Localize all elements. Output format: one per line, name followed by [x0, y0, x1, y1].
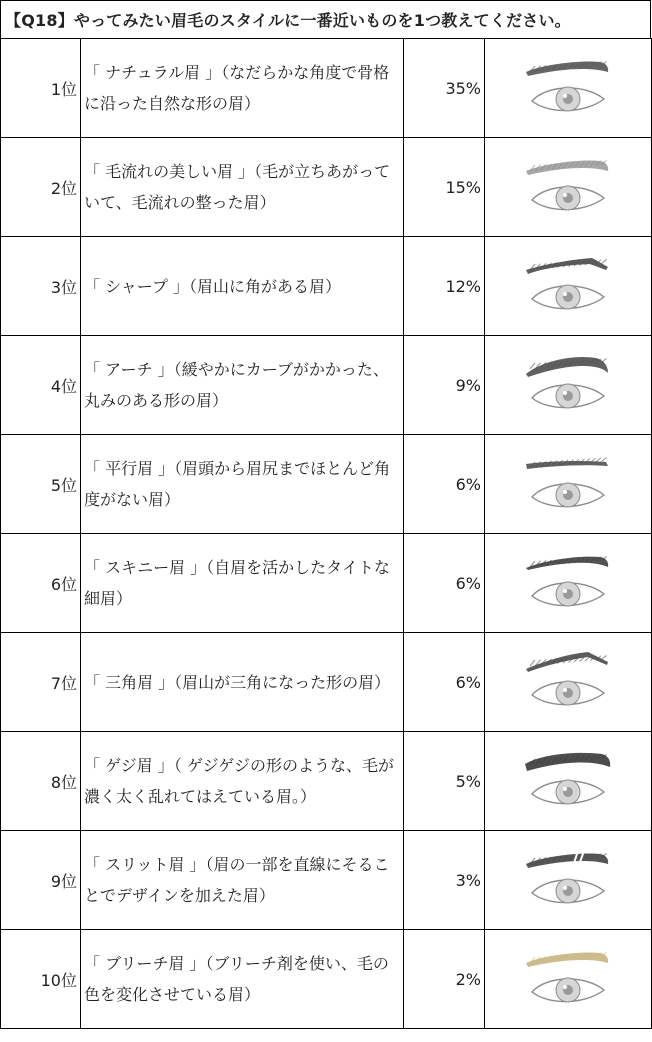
percentage-value: 6% — [404, 435, 485, 534]
table-row — [1, 633, 652, 732]
rank-label: 2位 — [1, 138, 81, 237]
eyebrow-eye-icon — [522, 550, 614, 616]
eyebrow-eye-icon — [522, 55, 614, 121]
eyebrow-eye-icon — [522, 451, 614, 517]
table-row — [1, 534, 652, 633]
style-description: 「 スキニー眉 」（自眉を活かしたタイトな細眉） — [81, 534, 404, 633]
percentage-value: 35% — [404, 39, 485, 138]
eyebrow-illustration-cell — [485, 633, 652, 732]
eyebrow-shape — [526, 357, 608, 377]
eyebrow-eye-icon — [522, 946, 614, 1012]
style-description: 「 シャープ 」（眉山に角がある眉） — [81, 237, 404, 336]
percentage-value: 6% — [404, 534, 485, 633]
style-description: 「 毛流れの美しい眉 」（毛が立ちあがっていて、毛流れの整った眉） — [81, 138, 404, 237]
eyebrow-eye-icon — [522, 352, 614, 418]
eyebrow-eye-icon — [522, 154, 614, 220]
table-row — [1, 336, 652, 435]
table-row — [1, 435, 652, 534]
eyebrow-illustration-cell — [485, 336, 652, 435]
ranking-table-body — [1, 39, 652, 1029]
percentage-value: 2% — [404, 930, 485, 1029]
percentage-value: 9% — [404, 336, 485, 435]
percentage-value: 3% — [404, 831, 485, 930]
rank-label: 3位 — [1, 237, 81, 336]
style-description: 「 アーチ 」（緩やかにカーブがかかった、丸みのある形の眉） — [81, 336, 404, 435]
table-row — [1, 930, 652, 1029]
eyebrow-illustration-cell — [485, 39, 652, 138]
eyebrow-eye-icon — [522, 847, 614, 913]
rank-label: 6位 — [1, 534, 81, 633]
table-row — [1, 39, 652, 138]
eyebrow-illustration-cell — [485, 831, 652, 930]
style-description: 「 平行眉 」（眉頭から眉尻までほとんど角度がない眉） — [81, 435, 404, 534]
rank-label: 5位 — [1, 435, 81, 534]
table-row — [1, 138, 652, 237]
ranking-table — [0, 38, 652, 1029]
style-description: 「 ブリーチ眉 」（ブリーチ剤を使い、毛の色を変化させている眉） — [81, 930, 404, 1029]
percentage-value: 5% — [404, 732, 485, 831]
eyebrow-illustration-cell — [485, 930, 652, 1029]
eyebrow-illustration-cell — [485, 138, 652, 237]
style-description: 「 三角眉 」（眉山が三角になった形の眉） — [81, 633, 404, 732]
percentage-value: 6% — [404, 633, 485, 732]
eyebrow-illustration-cell — [485, 732, 652, 831]
eyebrow-eye-icon — [522, 649, 614, 715]
rank-label: 8位 — [1, 732, 81, 831]
table-row — [1, 237, 652, 336]
eyebrow-illustration-cell — [485, 435, 652, 534]
percentage-value: 12% — [404, 237, 485, 336]
table-row — [1, 732, 652, 831]
eyebrow-illustration-cell — [485, 237, 652, 336]
eyebrow-eye-icon — [522, 253, 614, 319]
rank-label: 9位 — [1, 831, 81, 930]
style-description: 「 スリット眉 」（眉の一部を直線にそることでデザインを加えた眉） — [81, 831, 404, 930]
style-description: 「 ナチュラル眉 」（なだらかな角度で骨格に沿った自然な形の眉） — [81, 39, 404, 138]
question-title: 【Q18】やってみたい眉毛のスタイルに一番近いものを1つ教えてください。 — [0, 0, 651, 39]
rank-label: 7位 — [1, 633, 81, 732]
eyebrow-eye-icon — [522, 748, 614, 814]
rank-label: 1位 — [1, 39, 81, 138]
percentage-value: 15% — [404, 138, 485, 237]
style-description: 「 ゲジ眉 」（ ゲジゲジの形のような、毛が濃く太く乱れてはえている眉。） — [81, 732, 404, 831]
table-row — [1, 831, 652, 930]
rank-label: 10位 — [1, 930, 81, 1029]
rank-label: 4位 — [1, 336, 81, 435]
eyebrow-illustration-cell — [485, 534, 652, 633]
